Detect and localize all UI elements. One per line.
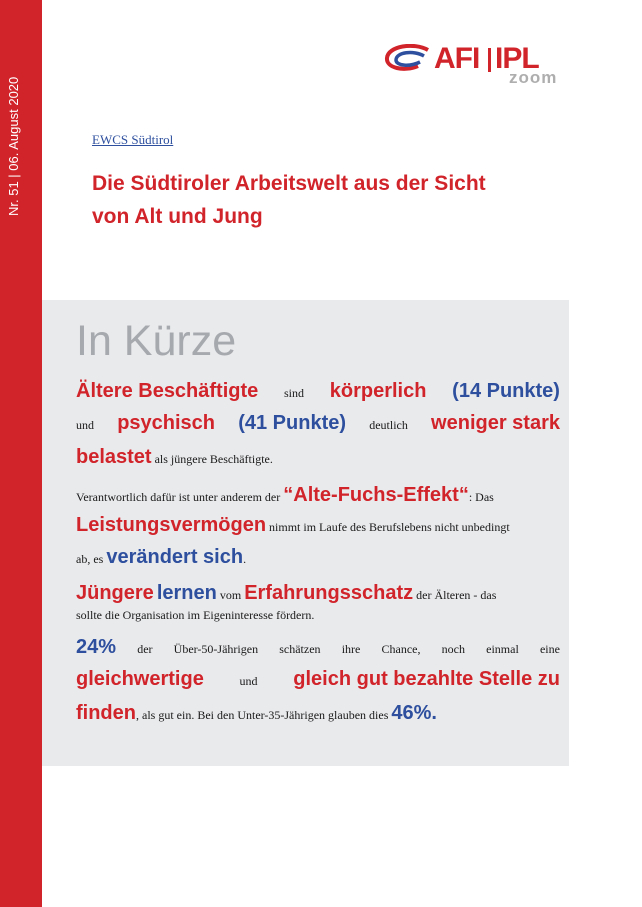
body-text: , als gut ein. Bei den Unter-35-Jährigen glauben dies	[136, 708, 389, 722]
body-text: sind	[284, 386, 305, 400]
summary-line	[76, 636, 560, 668]
summary-line	[76, 668, 560, 702]
body-text: Über-50-Jährigen	[173, 642, 259, 656]
body-text: : Das	[468, 490, 494, 504]
body-text: deutlich	[369, 418, 408, 432]
highlight-number: 46%.	[391, 702, 437, 724]
summary-line	[76, 546, 560, 582]
summary-line	[76, 380, 560, 412]
swoosh-icon	[384, 44, 432, 74]
body-text: und	[239, 674, 258, 688]
highlight-text: Jüngere	[76, 582, 154, 604]
body-text: der Älteren - das	[416, 588, 497, 602]
summary-line	[76, 484, 560, 514]
body-text: .	[243, 552, 247, 566]
summary-body	[76, 380, 560, 732]
logo-afi-text: AFI	[434, 42, 480, 75]
summary-line	[76, 514, 560, 546]
ewcs-link[interactable]: EWCS Südtirol	[92, 132, 174, 147]
highlight-text: gleich gut bezahlte Stelle zu	[293, 668, 560, 690]
body-text: sollte die Organisation im Eigeninteresse fördern.	[76, 608, 315, 622]
sidebar-band	[0, 0, 42, 907]
highlight-text: finden	[76, 702, 136, 724]
body-text: Chance,	[381, 642, 421, 656]
summary-heading: In Kürze	[76, 317, 237, 365]
body-text: Verantwortlich dafür ist unter anderem der	[76, 490, 281, 504]
body-text: noch	[441, 642, 465, 656]
body-text: der	[137, 642, 153, 656]
highlight-text: psychisch	[117, 412, 216, 434]
body-text: schätzen	[279, 642, 321, 656]
logo-zoom-text: zoom	[509, 68, 558, 87]
highlight-text: Leistungsvermögen	[76, 514, 267, 536]
highlight-text: weniger stark	[431, 412, 560, 434]
highlight-number: 24%	[76, 636, 117, 658]
body-text: ihre	[341, 642, 361, 656]
highlight-text: körperlich	[329, 380, 427, 402]
body-text: und	[76, 418, 94, 432]
summary-line	[76, 608, 560, 636]
highlight-text: lernen	[156, 582, 217, 604]
afi-ipl-logo	[384, 42, 560, 88]
title-line-2: von Alt und Jung	[92, 205, 263, 228]
summary-line	[76, 702, 560, 732]
logo-separator	[488, 48, 491, 72]
title-line-1: Die Südtiroler Arbeitswelt aus der Sicht	[92, 172, 486, 195]
body-text: als jüngere Beschäftigte.	[154, 452, 273, 466]
highlight-text: “Alte-Fuchs-Effekt“	[283, 484, 469, 506]
highlight-text: verändert sich	[106, 546, 244, 568]
body-text: vom	[219, 588, 242, 602]
highlight-text: belastet	[76, 446, 152, 468]
logo-ipl-text: IPL	[495, 42, 539, 75]
body-text: eine	[539, 642, 560, 656]
summary-line	[76, 412, 560, 446]
summary-line	[76, 582, 560, 608]
body-text: ab, es	[76, 552, 104, 566]
body-text: nimmt im Laufe des Berufslebens nicht unbedingt	[269, 520, 510, 534]
highlight-number: (14 Punkte)	[452, 380, 560, 402]
highlight-number: (41 Punkte)	[238, 412, 347, 434]
body-text: einmal	[486, 642, 519, 656]
summary-line	[76, 446, 560, 484]
highlight-text: gleichwertige	[76, 668, 204, 690]
highlight-text: Ältere Beschäftigte	[76, 380, 259, 402]
issue-date-label: Nr. 51 | 06. August 2020	[6, 76, 21, 216]
page-title	[92, 167, 572, 233]
highlight-text: Erfahrungsschatz	[244, 582, 414, 604]
